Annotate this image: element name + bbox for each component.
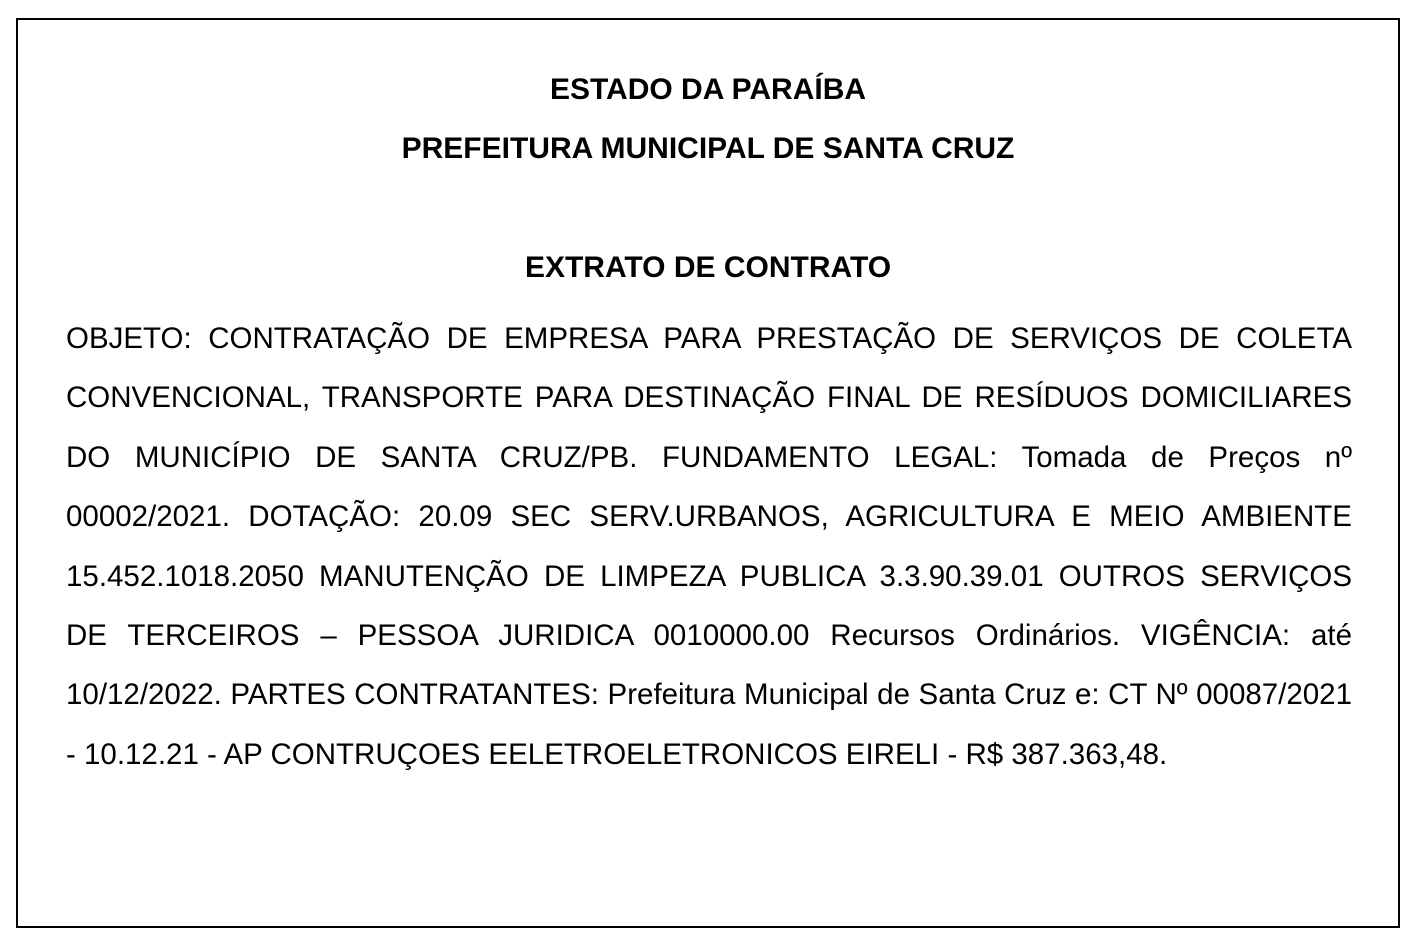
prefeitura-heading: PREFEITURA MUNICIPAL DE SANTA CRUZ: [401, 132, 1015, 165]
contract-extract-body: OBJETO: CONTRATAÇÃO DE EMPRESA PARA PRESTAÇÃO DE SERVIÇOS DE COLETA CONVENCIONAL, TRANSPORTE PARA DESTINAÇÃO FINAL DE RESÍDUOS DOMICILIARES DO MUNICÍPIO DE SANTA CRUZ/PB. FUNDAMENTO LEGAL: Tomada de Preços nº 00002/2021. DOTAÇÃO: 20.09 SEC SERV.URBANOS, AGRICULTURA E MEIO AMBIENTE 15.452.1018.2050 MANUTENÇÃO DE LIMPEZA PUBLICA 3.3.90.39.01 OUTROS SERVIÇOS DE TERCEIROS – PESSOA JURIDICA 0010000.00 Recursos Ordinários. VIGÊNCIA: até 10/12/2022. PARTES CONTRATANTES: Prefeitura Municipal de Santa Cruz e: CT Nº 00087/2021 - 10.12.21 - AP CONTRUÇOES EELETROELETRONICOS EIRELI - R$ 387.363,48.: [66, 322, 1352, 771]
document-title: EXTRATO DE CONTRATO: [524, 251, 892, 284]
state-heading: ESTADO DA PARAÍBA: [549, 73, 867, 106]
document-frame: [16, 18, 1400, 928]
